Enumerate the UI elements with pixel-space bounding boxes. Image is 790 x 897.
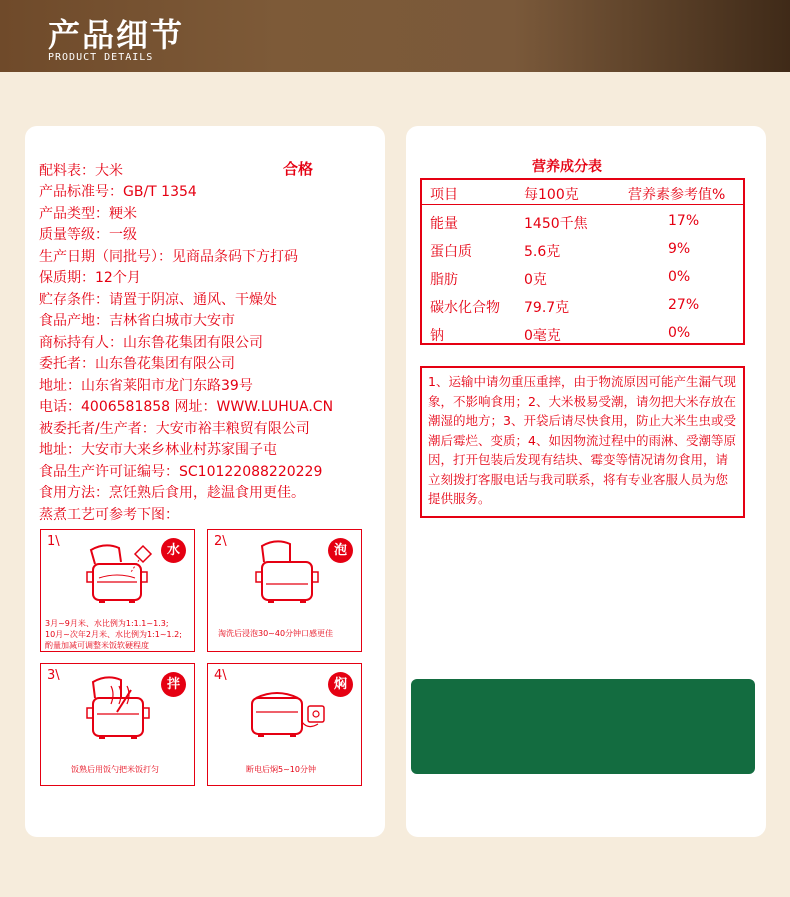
step-caption: 饭熟后用饭勺把米饭打匀 <box>71 765 159 774</box>
column-header: 项目 <box>430 187 458 203</box>
info-line: 产品类型：粳米 <box>39 206 137 222</box>
nutrient-name: 钠 <box>430 328 444 344</box>
nutrient-name: 能量 <box>430 216 458 232</box>
table-header-row <box>422 184 743 205</box>
handling-notes: 1、运输中请勿重压重摔，由于物流原因可能产生漏气现象，不影响食用；2、大米极易受潮，请勿把大米存放在潮湿的地方；3、开袋后请尽快食用，防止大米生虫或受潮后霉烂、变质；4、如因物流过程中的雨淋、受潮等原因，打开包装后发现有结块、霉变等情况请勿食用，请立刻拨打客服电话与我司联系，将有专业客服人员为您提供服务。 <box>420 366 745 518</box>
info-line: 蒸煮工艺可参考下图： <box>39 507 179 523</box>
rice-cooker-stir-icon <box>81 674 161 748</box>
nutrient-amount: 1450千焦 <box>524 216 588 232</box>
info-line: 食品产地：吉林省白城市大安市 <box>39 313 235 329</box>
page-subtitle: PRODUCT DETAILS <box>48 52 154 63</box>
info-line: 商标持有人：山东鲁花集团有限公司 <box>39 335 263 351</box>
stir-badge-icon: 拌 <box>161 672 186 697</box>
step-caption: 酌量加减可调整米饭软硬程度 <box>45 641 149 650</box>
cooking-step-3 <box>40 663 195 786</box>
info-line: 保质期：12个月 <box>39 270 141 286</box>
step-caption: 断电后焖5~10分钟 <box>246 765 316 774</box>
info-line: 电话：4006581858 网址：WWW.LUHUA.CN <box>39 399 334 415</box>
water-badge-icon: 水 <box>161 538 186 563</box>
nutrient-nrv: 17% <box>668 213 700 229</box>
header-banner <box>0 0 790 72</box>
nutrient-amount: 0克 <box>524 272 547 288</box>
info-line: 被委托者/生产者：大安市裕丰粮贸有限公司 <box>39 421 310 437</box>
nutrient-nrv: 0% <box>668 269 691 285</box>
nutrient-name: 脂肪 <box>430 272 458 288</box>
simmer-badge-icon: 焖 <box>328 672 353 697</box>
step-caption: 10月~次年2月米、水比例为1:1~1.2; <box>45 630 182 639</box>
info-line: 委托者：山东鲁花集团有限公司 <box>39 356 235 372</box>
nutrition-table-title: 营养成分表 <box>532 159 602 175</box>
info-line: 质量等级：一级 <box>39 227 137 243</box>
cooking-step-2 <box>207 529 362 652</box>
pass-label: 合格 <box>283 160 314 178</box>
nutrition-table <box>420 178 745 345</box>
soak-badge-icon: 泡 <box>328 538 353 563</box>
nutrient-nrv: 27% <box>668 297 700 313</box>
nutrient-name: 蛋白质 <box>430 244 472 260</box>
rice-cooker-soak-icon <box>250 540 330 612</box>
nutrition-card <box>406 126 766 837</box>
info-line: 地址：大安市大来乡林业村苏家围子屯 <box>39 442 277 458</box>
step-number: 4\ <box>214 668 227 683</box>
step-number: 1\ <box>47 534 60 549</box>
info-line: 地址：山东省莱阳市龙门东路39号 <box>39 378 253 394</box>
step-number: 2\ <box>214 534 227 549</box>
info-line: 产品标准号：GB/T 1354 <box>39 184 197 200</box>
column-header: 营养素参考值% <box>628 187 726 203</box>
cooking-step-1 <box>40 529 195 652</box>
step-caption: 3月~9月米、水比例为1:1.1~1.3; <box>45 619 169 628</box>
nutrient-amount: 5.6克 <box>524 244 561 260</box>
info-line: 食用方法：烹饪熟后食用，趁温食用更佳。 <box>39 485 305 501</box>
info-line: 食品生产许可证编号：SC10122088220229 <box>39 464 323 480</box>
nutrient-nrv: 9% <box>668 241 691 257</box>
cooking-step-4 <box>207 663 362 786</box>
column-header: 每100克 <box>524 187 579 203</box>
nutrient-name: 碳水化合物 <box>430 300 500 316</box>
page-title: 产品细节 <box>48 16 185 54</box>
info-line: 生产日期（同批号）：见商品条码下方打码 <box>39 249 298 265</box>
product-info-card <box>25 126 385 837</box>
nutrient-amount: 0毫克 <box>524 328 561 344</box>
nutrient-nrv: 0% <box>668 325 691 341</box>
rice-cooker-add-water-icon <box>81 542 161 612</box>
info-line: 配料表：大米 <box>39 163 123 179</box>
rice-cooker-unplugged-icon <box>246 682 336 750</box>
step-number: 3\ <box>47 668 60 683</box>
info-line: 贮存条件：请置于阴凉、通风、干燥处 <box>39 292 277 308</box>
step-caption: 淘洗后浸泡30~40分钟口感更佳 <box>218 629 334 638</box>
green-banner-block <box>411 679 755 774</box>
nutrient-amount: 79.7克 <box>524 300 570 316</box>
